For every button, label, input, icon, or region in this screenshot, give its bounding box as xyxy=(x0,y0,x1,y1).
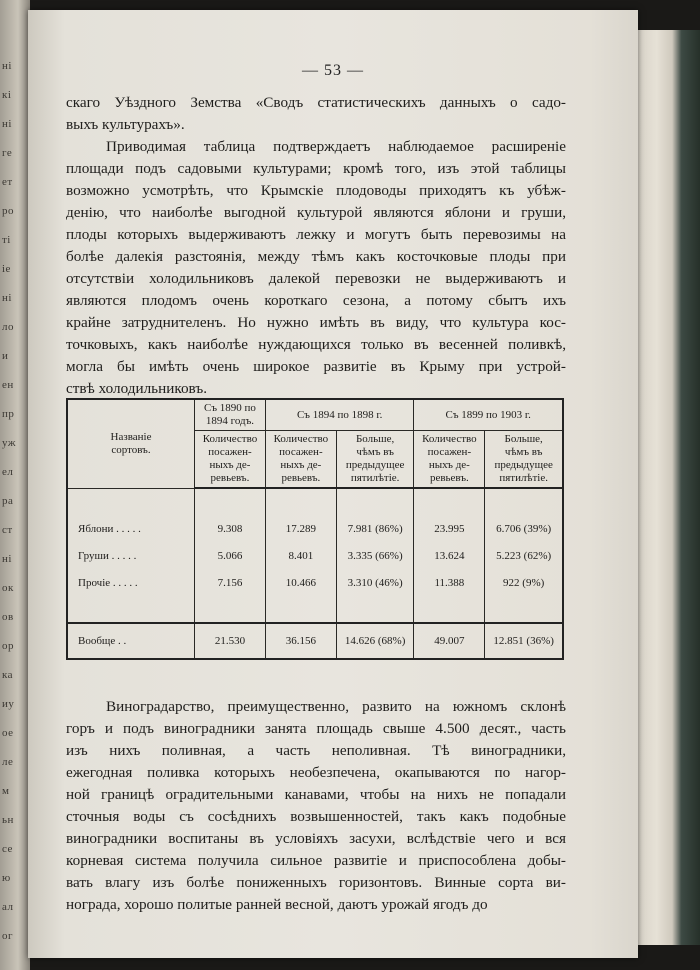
table-cell-m3: 5.223 (62%) xyxy=(485,542,563,569)
table-cell-c2: 10.466 xyxy=(265,569,336,596)
previous-page-text-fragment: ел xyxy=(2,466,14,478)
header-period-1899: Съ 1899 по 1903 г. xyxy=(414,399,563,431)
header-period-1890: Съ 1890 по 1894 годъ. xyxy=(195,399,266,431)
header-count-3: Количество посажен- ныхъ де- ревьевъ. xyxy=(414,431,485,489)
previous-page-text-fragment: ьн xyxy=(2,814,14,826)
table-cell-c2: 8.401 xyxy=(265,542,336,569)
header-period-1894: Съ 1894 по 1898 г. xyxy=(265,399,414,431)
previous-page-text-fragment: ое xyxy=(2,727,14,739)
previous-page-text-fragment: м xyxy=(2,785,10,797)
text-line: плоды которыхъ выдерживаютъ лежку и могутъ быть перевозимы на xyxy=(66,226,566,243)
text-line: возможно усмотрѣть, что Крымскіе плодоводы приходятъ къ убѣж- xyxy=(66,182,566,199)
table-cell-m2: 14.626 (68%) xyxy=(336,623,414,659)
book-page xyxy=(28,10,638,958)
orchard-statistics-table xyxy=(66,398,564,660)
previous-page-text-fragment: ге xyxy=(2,147,13,159)
text-line: ной границѣ оградительными канавами, чтобы на нихъ не попадали xyxy=(66,786,566,803)
table-cell-name: Вообще . . xyxy=(67,623,195,659)
page-number: — 53 — xyxy=(302,62,364,79)
table-cell-m3: 12.851 (36%) xyxy=(485,623,563,659)
table-cell-m3: 922 (9%) xyxy=(485,569,563,596)
previous-page-text-fragment: кі xyxy=(2,89,12,101)
text-line: болѣе далекія разстоянія, между тѣмъ какъ косточковые плоды при xyxy=(66,248,566,265)
header-more-2: Больше, чѣмъ въ предыдущее пятилѣтіе. xyxy=(336,431,414,489)
previous-page-text-fragment: ог xyxy=(2,930,14,942)
text-line: крайне затруднителенъ. Но нужно имѣть въ виду, что культура кос- xyxy=(66,314,566,331)
text-line: горъ и подъ виноградники занята площадь свыше 4.500 десят., часть xyxy=(66,720,566,737)
previous-page-text-fragment: ет xyxy=(2,176,13,188)
header-count-2: Количество посажен- ныхъ де- ревьевъ. xyxy=(265,431,336,489)
previous-page-text-fragment: ні xyxy=(2,292,12,304)
text-line: ствѣ холодильниковъ. xyxy=(66,380,207,397)
previous-page-text-fragment: ок xyxy=(2,582,14,594)
table-total-row xyxy=(67,623,563,659)
paragraph-2 xyxy=(66,696,566,916)
table-cell-c1: 9.308 xyxy=(195,515,266,542)
table-cell-c2: 17.289 xyxy=(265,515,336,542)
text-line: точковыхъ, какъ наиболѣе нуждающихся только въ весенней поливкѣ, xyxy=(66,336,566,353)
previous-page-text-fragment: ні xyxy=(2,553,12,565)
table-cell-c3: 13.624 xyxy=(414,542,485,569)
previous-page-text-fragment: ал xyxy=(2,901,14,913)
table-cell-c1: 7.156 xyxy=(195,569,266,596)
book-edge xyxy=(638,30,700,945)
text-line: могла бы имѣть очень широкое развитіе въ Крыму при устрой- xyxy=(66,358,566,375)
text-line: скаго Уѣздного Земства «Сводъ статистическихъ данныхъ о садо- xyxy=(66,94,566,111)
text-line: нограда, хорошо политые ранней весной, даютъ урожай ягодъ до xyxy=(66,896,488,913)
previous-page-text-fragment: ю xyxy=(2,872,11,884)
table-cell-c3: 11.388 xyxy=(414,569,485,596)
table-cell-c3: 23.995 xyxy=(414,515,485,542)
text-line: площади подъ садовыми культурами; кромѣ того, изъ этой таблицы xyxy=(66,160,566,177)
previous-page-text-fragment: ен xyxy=(2,379,14,391)
table-spacer-row xyxy=(67,596,563,623)
previous-page-text-fragment: ті xyxy=(2,234,11,246)
header-more-3: Больше, чѣмъ въ предыдущее пятилѣтіе. xyxy=(485,431,563,489)
table-cell-name: Яблони . . . . . xyxy=(67,515,195,542)
text-line: сточныя воды съ сосѣднихъ возвышенностей, такъ какъ подобные xyxy=(66,808,566,825)
previous-page-text-fragment: се xyxy=(2,843,13,855)
table-cell-name: Прочіе . . . . . xyxy=(67,569,195,596)
header-count-1: Количество посажен- ныхъ де- ревьевъ. xyxy=(195,431,266,489)
text-line: ежегодная поливка которыхъ необезпечена, окапываются по нагор- xyxy=(66,764,566,781)
previous-page-text-fragment: ра xyxy=(2,495,14,507)
text-line: вать влагу изъ болѣе пониженныхъ горизонтовъ. Винные сорта ви- xyxy=(66,874,566,891)
text-line: корневая система получила сильное развитіе и приспособлена добы- xyxy=(66,852,566,869)
previous-page-text-fragment: ле xyxy=(2,756,14,768)
header-variety-name: Названіе сортовъ. xyxy=(67,399,195,488)
previous-page-text-fragment: ов xyxy=(2,611,14,623)
table-spacer-row xyxy=(67,488,563,515)
table-cell-c1: 5.066 xyxy=(195,542,266,569)
table-row xyxy=(67,569,563,596)
text-line: Виноградарство, преимущественно, развито на южномъ склонѣ xyxy=(106,698,566,715)
table-cell-m2: 7.981 (86%) xyxy=(336,515,414,542)
table-cell-c3: 49.007 xyxy=(414,623,485,659)
table-cell-m3: 6.706 (39%) xyxy=(485,515,563,542)
text-line: отсутствіи холодильниковъ далекой перевозки не выдерживаютъ и xyxy=(66,270,566,287)
table-cell-c2: 36.156 xyxy=(265,623,336,659)
text-line: виноградники воспитаны въ условіяхъ засухи, вслѣдствіе чего и вся xyxy=(66,830,566,847)
previous-page-text-fragment: иу xyxy=(2,698,15,710)
text-line: выхъ культурахъ». xyxy=(66,116,185,133)
text-line: денію, что наиболѣе выгодной культурой являются яблони и груши, xyxy=(66,204,566,221)
text-line: Приводимая таблица подтверждаетъ наблюдаемое расширеніе xyxy=(106,138,566,155)
text-line: являются плодомъ очень короткаго сезона, а потому сбытъ ихъ xyxy=(66,292,566,309)
previous-page-text-fragment: ні xyxy=(2,60,12,72)
previous-page-text-fragment: уж xyxy=(2,437,16,449)
table-cell-name: Груши . . . . . xyxy=(67,542,195,569)
previous-page-text-fragment: ка xyxy=(2,669,14,681)
table-row xyxy=(67,542,563,569)
previous-page-text-fragment: и xyxy=(2,350,9,362)
previous-page-text-fragment: ні xyxy=(2,118,12,130)
previous-page-text-fragment: ло xyxy=(2,321,14,333)
previous-page-edge xyxy=(0,0,30,970)
previous-page-text-fragment: ст xyxy=(2,524,13,536)
previous-page-text-fragment: ор xyxy=(2,640,14,652)
table-row xyxy=(67,515,563,542)
table-cell-m2: 3.335 (66%) xyxy=(336,542,414,569)
text-line: изъ нихъ поливная, а часть неполивная. Тѣ виноградники, xyxy=(66,742,566,759)
table-cell-m2: 3.310 (46%) xyxy=(336,569,414,596)
previous-page-text-fragment: ро xyxy=(2,205,14,217)
paragraph-1 xyxy=(66,92,566,400)
previous-page-text-fragment: іе xyxy=(2,263,11,275)
previous-page-text-fragment: пр xyxy=(2,408,15,420)
table-cell-c1: 21.530 xyxy=(195,623,266,659)
